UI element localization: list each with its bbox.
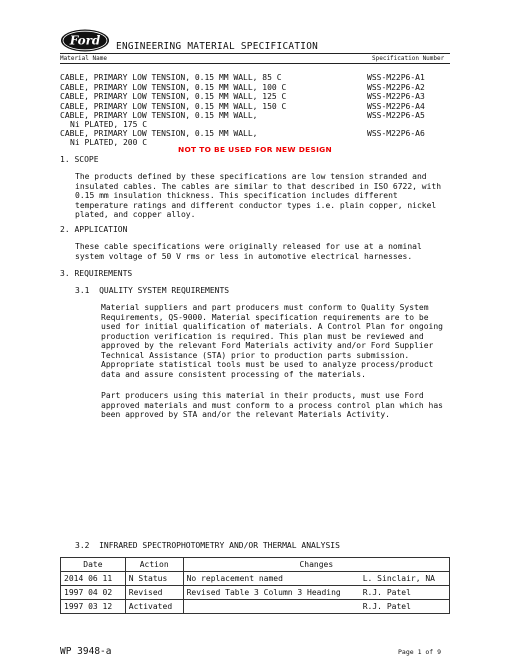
ford-logo [60,29,110,52]
material-name: CABLE, PRIMARY LOW TENSION, 0.15 MM WALL, [60,111,258,120]
spec-number: WSS-M22P6-A4 [367,101,425,111]
material-name: CABLE, PRIMARY LOW TENSION, 0.15 MM WALL, 100 C [60,82,287,92]
table-header-row [61,558,450,572]
quality-system-heading: 3.1 QUALITY SYSTEM REQUIREMENTS [75,286,230,295]
spec-number: WSS-M22P6-A3 [367,92,425,101]
table-row [61,586,450,600]
infrared-heading: 3.2 INFRARED SPECTROPHOTOMETRY AND/OR THERMAL ANALYSIS [75,541,340,550]
application-heading: 2. APPLICATION [60,225,128,234]
material-name: CABLE, PRIMARY LOW TENSION, 0.15 MM WALL, 85 C [60,73,282,82]
material-name: CABLE, PRIMARY LOW TENSION, 0.15 MM WALL, 125 C [60,92,287,101]
change-action: Revised [125,586,183,600]
part-producers-paragraph: Part producers using this material in their products, must use Ford approved materials and must conform to a process control plan which has been approved by STA and/or the relevant Materials Activity. [101,391,443,419]
spec-number: WSS-M22P6-A6 [367,128,425,138]
change-date: 2014 06 11 [61,572,126,586]
change-author: R.J. Patel [360,600,450,614]
change-description [183,600,360,614]
warning-banner: NOT TO BE USED FOR NEW DESIGN [177,145,333,154]
header-divider [60,53,450,54]
change-description: Revised Table 3 Column 3 Heading [183,586,360,600]
changes-column-header: Changes [183,558,449,572]
scope-text: The products defined by these specifications are low tension stranded and insulated cables. The cables are similar to that described in ISO 6722, with 0.15 mm insulation thickness. This specification includes different temperature ratings and different conductor types i.e. plain copper, nickel plated, and copper alloy. [75,172,442,219]
date-column-header: Date [61,558,126,572]
scope-heading: 1. SCOPE [60,155,99,164]
material-name-continued: Ni PLATED, 200 C [70,137,148,147]
form-number: WP 3948-a [60,646,112,657]
spec-number-label: Specification Number [372,55,445,62]
change-history-table [60,557,450,614]
change-author: L. Sinclair, NA [360,572,450,586]
change-description: No replacement named [183,572,360,586]
table-row [61,600,450,614]
table-row [61,572,450,586]
quality-system-paragraph: Material suppliers and part producers must conform to Quality System Requirements, QS-9000. Material specification requirements are to be used for initial qualification of materials. A Control Plan for ongoing production verification is required. This plan must be reviewed and approved by the relevant Ford Materials activity and/or Ford Supplier Technical Assistance (STA) prior to production parts submission. Appropriate statistical tools must be used to analyze process/product data and assure consistent processing of the materials. [101,303,443,379]
spec-number: WSS-M22P6-A2 [367,82,425,92]
page-number: Page 1 of 9 [398,648,442,656]
change-date: 1997 03 12 [61,600,126,614]
header-divider-lower [60,63,450,64]
material-name: CABLE, PRIMARY LOW TENSION, 0.15 MM WALL, [60,128,258,138]
requirements-heading: 3. REQUIREMENTS [60,269,133,278]
logo-text: Ford [69,33,101,48]
material-name: CABLE, PRIMARY LOW TENSION, 0.15 MM WALL, 150 C [60,101,287,111]
document-title: ENGINEERING MATERIAL SPECIFICATION [116,41,319,52]
material-name-continued: Ni PLATED, 175 C [70,120,148,129]
change-action: Activated [125,600,183,614]
spec-number: WSS-M22P6-A1 [367,73,425,82]
change-author: R.J. Patel [360,586,450,600]
material-name-label: Material Name [60,55,107,62]
change-date: 1997 04 02 [61,586,126,600]
action-column-header: Action [125,558,183,572]
application-text: These cable specifications were originally released for use at a nominal system voltage of 50 V rms or less in automotive electrical harnesses. [75,242,422,261]
change-action: N Status [125,572,183,586]
spec-number: WSS-M22P6-A5 [367,111,425,120]
